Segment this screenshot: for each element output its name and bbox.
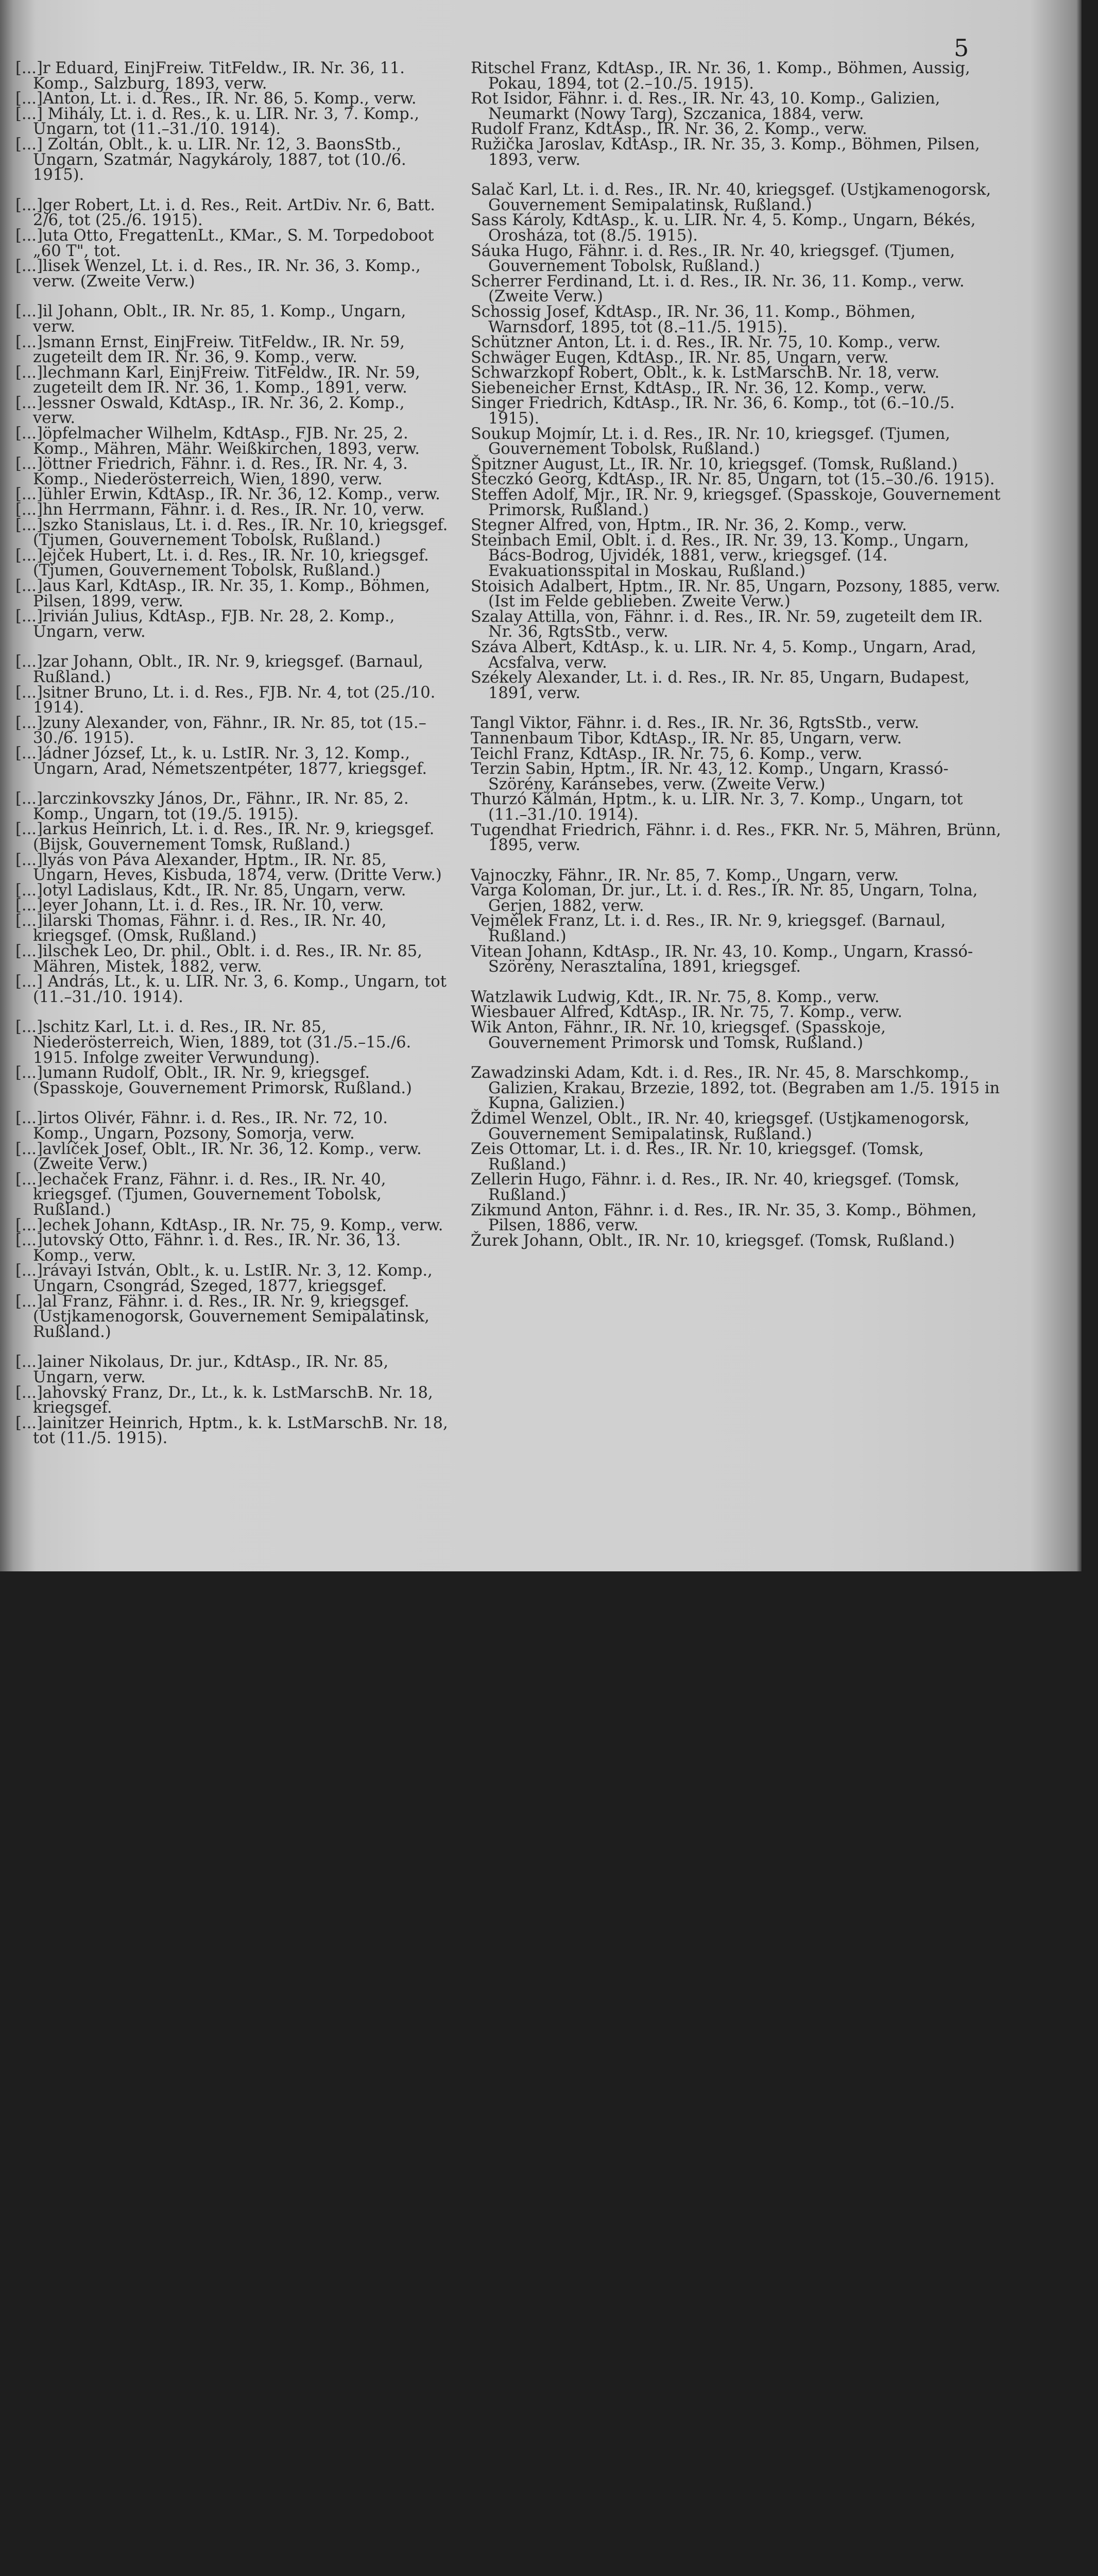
register-entry: [...]ainer Nikolaus, Dr. jur., KdtAsp., IR. Nr. 85, Ungarn, verw. bbox=[15, 1353, 389, 1386]
register-entry: [...]öttner Friedrich, Fähnr. i. d. Res., IR. Nr. 4, 3. Komp., Niederösterreich, Wien, 1890, verw. bbox=[15, 455, 408, 488]
register-entry: [...]zuny Alexander, von, Fähnr., IR. Nr. 85, tot (15.–30./6. 1915). bbox=[15, 714, 426, 748]
register-entry: [...]uta Otto, FregattenLt., KMar., S. M. Torpedoboot „60 T", tot. bbox=[15, 226, 434, 260]
register-entry: Wik Anton, Fähnr., IR. Nr. 10, kriegsgef. (Spasskoje, Gouvernement Primorsk und Tomsk, Rußland.) bbox=[471, 1019, 886, 1052]
register-entry: Vitean Johann, KdtAsp., IR. Nr. 43, 10. Komp., Ungarn, Krassó-Szörény, Nerasztalina, 1891, kriegsgef. bbox=[471, 942, 973, 976]
register-entry: [...]otyl Ladislaus, Kdt., IR. Nr. 85, Ungarn, verw. bbox=[15, 881, 406, 900]
register-entry: Zikmund Anton, Fähnr. i. d. Res., IR. Nr. 35, 3. Komp., Böhmen, Pilsen, 1886, verw. bbox=[471, 1201, 977, 1235]
register-entry: [...]ilschek Leo, Dr. phil., Oblt. i. d. Res., IR. Nr. 85, Mähren, Mistek, 1882, verw. bbox=[15, 942, 422, 976]
register-entry: Zellerin Hugo, Fähnr. i. d. Res., IR. Nr. 40, kriegsgef. (Tomsk, Rußland.) bbox=[471, 1171, 960, 1204]
register-entry: Sáuka Hugo, Fähnr. i. d. Res., IR. Nr. 40, kriegsgef. (Tjumen, Gouvernement Tobolsk, Rußland.) bbox=[471, 242, 955, 276]
register-entry: Žurek Johann, Oblt., IR. Nr. 10, kriegsgef. (Tomsk, Rußland.) bbox=[471, 1231, 955, 1250]
viewer-footer bbox=[0, 1571, 1098, 1694]
register-entry: [...]rávayi István, Oblt., k. u. LstIR. Nr. 3, 12. Komp., Ungarn, Csongrád, Szeged, 1877, kriegsgef. bbox=[15, 1262, 433, 1295]
register-entry: Soukup Mojmír, Lt. i. d. Res., IR. Nr. 10, kriegsgef. (Tjumen, Gouvernement Tobolsk, Rußland.) bbox=[471, 425, 951, 459]
register-entry: [...]ejček Hubert, Lt. i. d. Res., IR. Nr. 10, kriegsgef. (Tjumen, Gouvernement Tobolsk, Rußland.) bbox=[15, 546, 429, 580]
register-entry: Zeis Ottomar, Lt. i. d. Res., IR. Nr. 10, kriegsgef. (Tomsk, Rußland.) bbox=[471, 1140, 924, 1174]
register-entry: [...]arczinkovszky János, Dr., Fähnr., IR. Nr. 85, 2. Komp., Ungarn, tot (19./5. 1915). bbox=[15, 790, 409, 823]
register-entry: Siebeneicher Ernst, KdtAsp., IR. Nr. 36, 12. Komp., verw. bbox=[471, 379, 927, 397]
register-entry: Wiesbauer Alfred, KdtAsp., IR. Nr. 75, 7. Komp., verw. bbox=[471, 1003, 903, 1022]
register-entry: [...]smann Ernst, EinjFreiw. TitFeldw., IR. Nr. 59, zugeteilt dem IR. Nr. 36, 9. Komp., verw. bbox=[15, 333, 405, 367]
register-entry: [...]öpfelmacher Wilhelm, KdtAsp., FJB. Nr. 25, 2. Komp., Mähren, Mähr. Weißkirchen, 1893, verw. bbox=[15, 425, 420, 458]
register-entry: [...]umann Rudolf, Oblt., IR. Nr. 9, kriegsgef. (Spasskoje, Gouvernement Primorsk, Rußland.) bbox=[15, 1064, 412, 1097]
register-entry: Schwäger Eugen, KdtAsp., IR. Nr. 85, Ungarn, verw. bbox=[471, 348, 889, 367]
register-entry: Schützner Anton, Lt. i. d. Res., IR. Nr. 75, 10. Komp., verw. bbox=[471, 333, 941, 352]
register-entry: [...]lisek Wenzel, Lt. i. d. Res., IR. Nr. 36, 3. Komp., verw. (Zweite Verw.) bbox=[15, 257, 421, 291]
register-entry: [...]echaček Franz, Fähnr. i. d. Res., IR. Nr. 40, kriegsgef. (Tjumen, Gouvernement Tobolsk, Rußland.) bbox=[15, 1170, 386, 1219]
register-entry: [...]Anton, Lt. i. d. Res., IR. Nr. 86, 5. Komp., verw. bbox=[15, 90, 417, 108]
register-entry: [...]irtos Olivér, Fähnr. i. d. Res., IR. Nr. 72, 10. Komp., Ungarn, Pozsony, Somorja, verw. bbox=[15, 1109, 388, 1143]
register-entry: [...]ilarski Thomas, Fähnr. i. d. Res., IR. Nr. 40, kriegsgef. (Omsk, Rußland.) bbox=[15, 911, 387, 945]
register-entry: Špitzner August, Lt., IR. Nr. 10, kriegsgef. (Tomsk, Rußland.) bbox=[471, 455, 958, 473]
register-entry: [...]szko Stanislaus, Lt. i. d. Res., IR. Nr. 10, kriegsgef. (Tjumen, Gouvernement Tobolsk, Rußland.) bbox=[15, 516, 448, 550]
register-entry: [...]al Franz, Fähnr. i. d. Res., IR. Nr. 9, kriegsgef. (Ustjkamenogorsk, Gouvernement Semipalatinsk, Rußland.) bbox=[15, 1292, 430, 1341]
register-entry: Steinbach Emil, Oblt. i. d. Res., IR. Nr. 39, 13. Komp., Ungarn, Bács-Bodrog, Ujvidék, 1881, verw., kriegsgef. (14. Evakuationsspital in Moskau, Rußland.) bbox=[471, 531, 969, 580]
register-entry: [...]eyer Johann, Lt. i. d. Res., IR. Nr. 10, verw. bbox=[15, 896, 384, 915]
register-entry: Vajnoczky, Fähnr., IR. Nr. 85, 7. Komp., Ungarn, verw. bbox=[471, 866, 899, 885]
register-entry: Singer Friedrich, KdtAsp., IR. Nr. 36, 6. Komp., tot (6.–10./5. 1915). bbox=[471, 394, 955, 428]
register-entry: [...]hn Herrmann, Fähnr. i. d. Res., IR. Nr. 10, verw. bbox=[15, 501, 425, 519]
register-entry: Stegner Alfred, von, Hptm., IR. Nr. 36, 2. Komp., verw. bbox=[471, 516, 907, 535]
register-entry: Tangl Viktor, Fähnr. i. d. Res., IR. Nr. 36, RgtsStb., verw. bbox=[471, 714, 919, 733]
register-entry: [...]echek Johann, KdtAsp., IR. Nr. 75, 9. Komp., verw. bbox=[15, 1216, 443, 1234]
register-entry: Schossig Josef, KdtAsp., IR. Nr. 36, 11. Komp., Böhmen, Warnsdorf, 1895, tot (8.–11./5. 1915). bbox=[471, 302, 916, 336]
register-entry: [...]essner Oswald, KdtAsp., IR. Nr. 36, 2. Komp., verw. bbox=[15, 394, 405, 428]
register-entry: Rudolf Franz, KdtAsp., IR. Nr. 36, 2. Komp., verw. bbox=[471, 120, 867, 139]
right-column bbox=[471, 61, 1001, 1248]
register-entry: [...]rivián Julius, KdtAsp., FJB. Nr. 28, 2. Komp., Ungarn, verw. bbox=[15, 607, 395, 641]
register-entry: [...]lyás von Páva Alexander, Hptm., IR. Nr. 85, Ungarn, Heves, Kisbuda, 1874, verw. (Dritte Verw.) bbox=[15, 851, 442, 885]
register-entry: Zawadzinski Adam, Kdt. i. d. Res., IR. Nr. 45, 8. Marschkomp., Galizien, Krakau, Brzezie, 1892, tot. (Begraben am 1./5. 1915 in Kupna, Galizien.) bbox=[471, 1064, 1000, 1113]
register-entry: Stoisich Adalbert, Hptm., IR. Nr. 85, Ungarn, Pozsony, 1885, verw. (Ist im Felde geblieben. Zweite Verw.) bbox=[471, 577, 1001, 611]
register-entry: Watzlawik Ludwig, Kdt., IR. Nr. 75, 8. Komp., verw. bbox=[471, 988, 880, 1006]
register-entry: [...] András, Lt., k. u. LIR. Nr. 3, 6. Komp., Ungarn, tot (11.–31./10. 1914). bbox=[15, 973, 447, 1006]
register-entry: Schwarzkopf Robert, Oblt., k. k. LstMarschB. Nr. 18, verw. bbox=[471, 364, 940, 382]
register-entry: Teichl Franz, KdtAsp., IR. Nr. 75, 6. Komp., verw. bbox=[471, 744, 863, 763]
left-column bbox=[15, 61, 448, 1446]
register-entry: Rot Isidor, Fähnr. i. d. Res., IR. Nr. 43, 10. Komp., Galizien, Neumarkt (Nowy Targ), Szczanica, 1884, verw. bbox=[471, 90, 940, 123]
register-entry: [...]ühler Erwin, KdtAsp., IR. Nr. 36, 12. Komp., verw. bbox=[15, 485, 440, 504]
register-entry: Steczkó Georg, KdtAsp., IR. Nr. 85, Ungarn, tot (15.–30./6. 1915). bbox=[471, 470, 995, 489]
register-entry: [...]ainitzer Heinrich, Hptm., k. k. LstMarschB. Nr. 18, tot (11./5. 1915). bbox=[15, 1414, 448, 1448]
register-entry: Terzin Sabin, Hptm., IR. Nr. 43, 12. Komp., Ungarn, Krassó-Szörény, Karánsebes, verw. (Zweite Verw.) bbox=[471, 760, 949, 793]
register-entry: Salač Karl, Lt. i. d. Res., IR. Nr. 40, kriegsgef. (Ustjkamenogorsk, Gouvernement Semipalatinsk, Rußland.) bbox=[471, 181, 991, 214]
register-entry: [...]schitz Karl, Lt. i. d. Res., IR. Nr. 85, Niederösterreich, Wien, 1889, tot (31./5.–15./6. 1915. Infolge zweiter Verwundung). bbox=[15, 1018, 411, 1067]
register-entry: [...]ahovský Franz, Dr., Lt., k. k. LstMarschB. Nr. 18, kriegsgef. bbox=[15, 1383, 433, 1417]
register-entry: [...]r Eduard, EinjFreiw. TitFeldw., IR. Nr. 36, 11. Komp., Salzburg, 1893, verw. bbox=[15, 59, 405, 93]
register-entry: Tugendhat Friedrich, Fähnr. i. d. Res., FKR. Nr. 5, Mähren, Brünn, 1895, verw. bbox=[471, 821, 1001, 855]
register-entry: [...] Mihály, Lt. i. d. Res., k. u. LIR. Nr. 3, 7. Komp., Ungarn, tot (11.–31./10. 1914). bbox=[15, 105, 420, 139]
register-entry: [...] Zoltán, Oblt., k. u. LIR. Nr. 12, 3. BaonsStb., Ungarn, Szatmár, Nagykároly, 1887, tot (10./6. 1915). bbox=[15, 135, 406, 184]
register-entry: Vejmělek Franz, Lt. i. d. Res., IR. Nr. 9, kriegsgef. (Barnaul, Rußland.) bbox=[471, 912, 946, 946]
register-entry: [...]lechmann Karl, EinjFreiw. TitFeldw., IR. Nr. 59, zugeteilt dem IR. Nr. 36, 1. Komp., 1891, verw. bbox=[15, 363, 420, 397]
page-number: 5 bbox=[954, 34, 969, 62]
register-entry: [...]aus Karl, KdtAsp., IR. Nr. 35, 1. Komp., Böhmen, Pilsen, 1899, verw. bbox=[15, 577, 430, 611]
register-entry: Scherrer Ferdinand, Lt. i. d. Res., IR. Nr. 36, 11. Komp., verw. (Zweite Verw.) bbox=[471, 272, 965, 306]
register-entry: Ružička Jaroslav, KdtAsp., IR. Nr. 35, 3. Komp., Böhmen, Pilsen, 1893, verw. bbox=[471, 135, 980, 169]
register-entry: [...]ádner József, Lt., k. u. LstIR. Nr. 3, 12. Komp., Ungarn, Arad, Németszentpéter, 1877, kriegsgef. bbox=[15, 744, 427, 778]
register-entry: [...]il Johann, Oblt., IR. Nr. 85, 1. Komp., Ungarn, verw. bbox=[15, 302, 406, 336]
register-entry: Steffen Adolf, Mjr., IR. Nr. 9, kriegsgef. (Spasskoje, Gouvernement Primorsk, Rußland.) bbox=[471, 486, 1001, 519]
register-entry: [...]utovský Otto, Fähnr. i. d. Res., IR. Nr. 36, 13. Komp., verw. bbox=[15, 1231, 401, 1265]
register-entry: Száva Albert, KdtAsp., k. u. LIR. Nr. 4, 5. Komp., Ungarn, Arad, Acsfalva, verw. bbox=[471, 638, 976, 672]
register-entry: Thurzó Kálmán, Hptm., k. u. LIR. Nr. 3, 7. Komp., Ungarn, tot (11.–31./10. 1914). bbox=[471, 790, 963, 824]
register-entry: Sass Károly, KdtAsp., k. u. LIR. Nr. 4, 5. Komp., Ungarn, Békés, Orosháza, tot (8./5. 1915). bbox=[471, 211, 976, 245]
register-entry: [...]sitner Bruno, Lt. i. d. Res., FJB. Nr. 4, tot (25./10. 1914). bbox=[15, 683, 436, 717]
register-entry: Szalay Attilla, von, Fähnr. i. d. Res., IR. Nr. 59, zugeteilt dem IR. Nr. 36, RgtsStb., verw. bbox=[471, 607, 983, 641]
register-entry: Székely Alexander, Lt. i. d. Res., IR. Nr. 85, Ungarn, Budapest, 1891, verw. bbox=[471, 669, 970, 702]
register-entry: [...]ger Robert, Lt. i. d. Res., Reit. ArtDiv. Nr. 6, Batt. 2/6, tot (25./6. 1915). bbox=[15, 196, 435, 230]
register-entry: Ritschel Franz, KdtAsp., IR. Nr. 36, 1. Komp., Böhmen, Aussig, Pokau, 1894, tot (2.–10./5. 1915). bbox=[471, 59, 970, 93]
register-entry: [...]zar Johann, Oblt., IR. Nr. 9, kriegsgef. (Barnaul, Rußland.) bbox=[15, 653, 423, 686]
register-entry: Varga Koloman, Dr. jur., Lt. i. d. Res., IR. Nr. 85, Ungarn, Tolna, Gerjen, 1882, verw. bbox=[471, 882, 978, 915]
register-entry: [...]arkus Heinrich, Lt. i. d. Res., IR. Nr. 9, kriegsgef. (Bijsk, Gouvernement Tomsk, Rußland.) bbox=[15, 820, 435, 854]
register-entry: [...]avlíček Josef, Oblt., IR. Nr. 36, 12. Komp., verw. (Zweite Verw.) bbox=[15, 1140, 422, 1174]
register-entry: Tannenbaum Tibor, KdtAsp., IR. Nr. 85, Ungarn, verw. bbox=[471, 729, 902, 748]
register-entry: Ždimel Wenzel, Oblt., IR. Nr. 40, kriegsgef. (Ustjkamenogorsk, Gouvernement Semipalatinsk, Rußland.) bbox=[471, 1110, 970, 1143]
